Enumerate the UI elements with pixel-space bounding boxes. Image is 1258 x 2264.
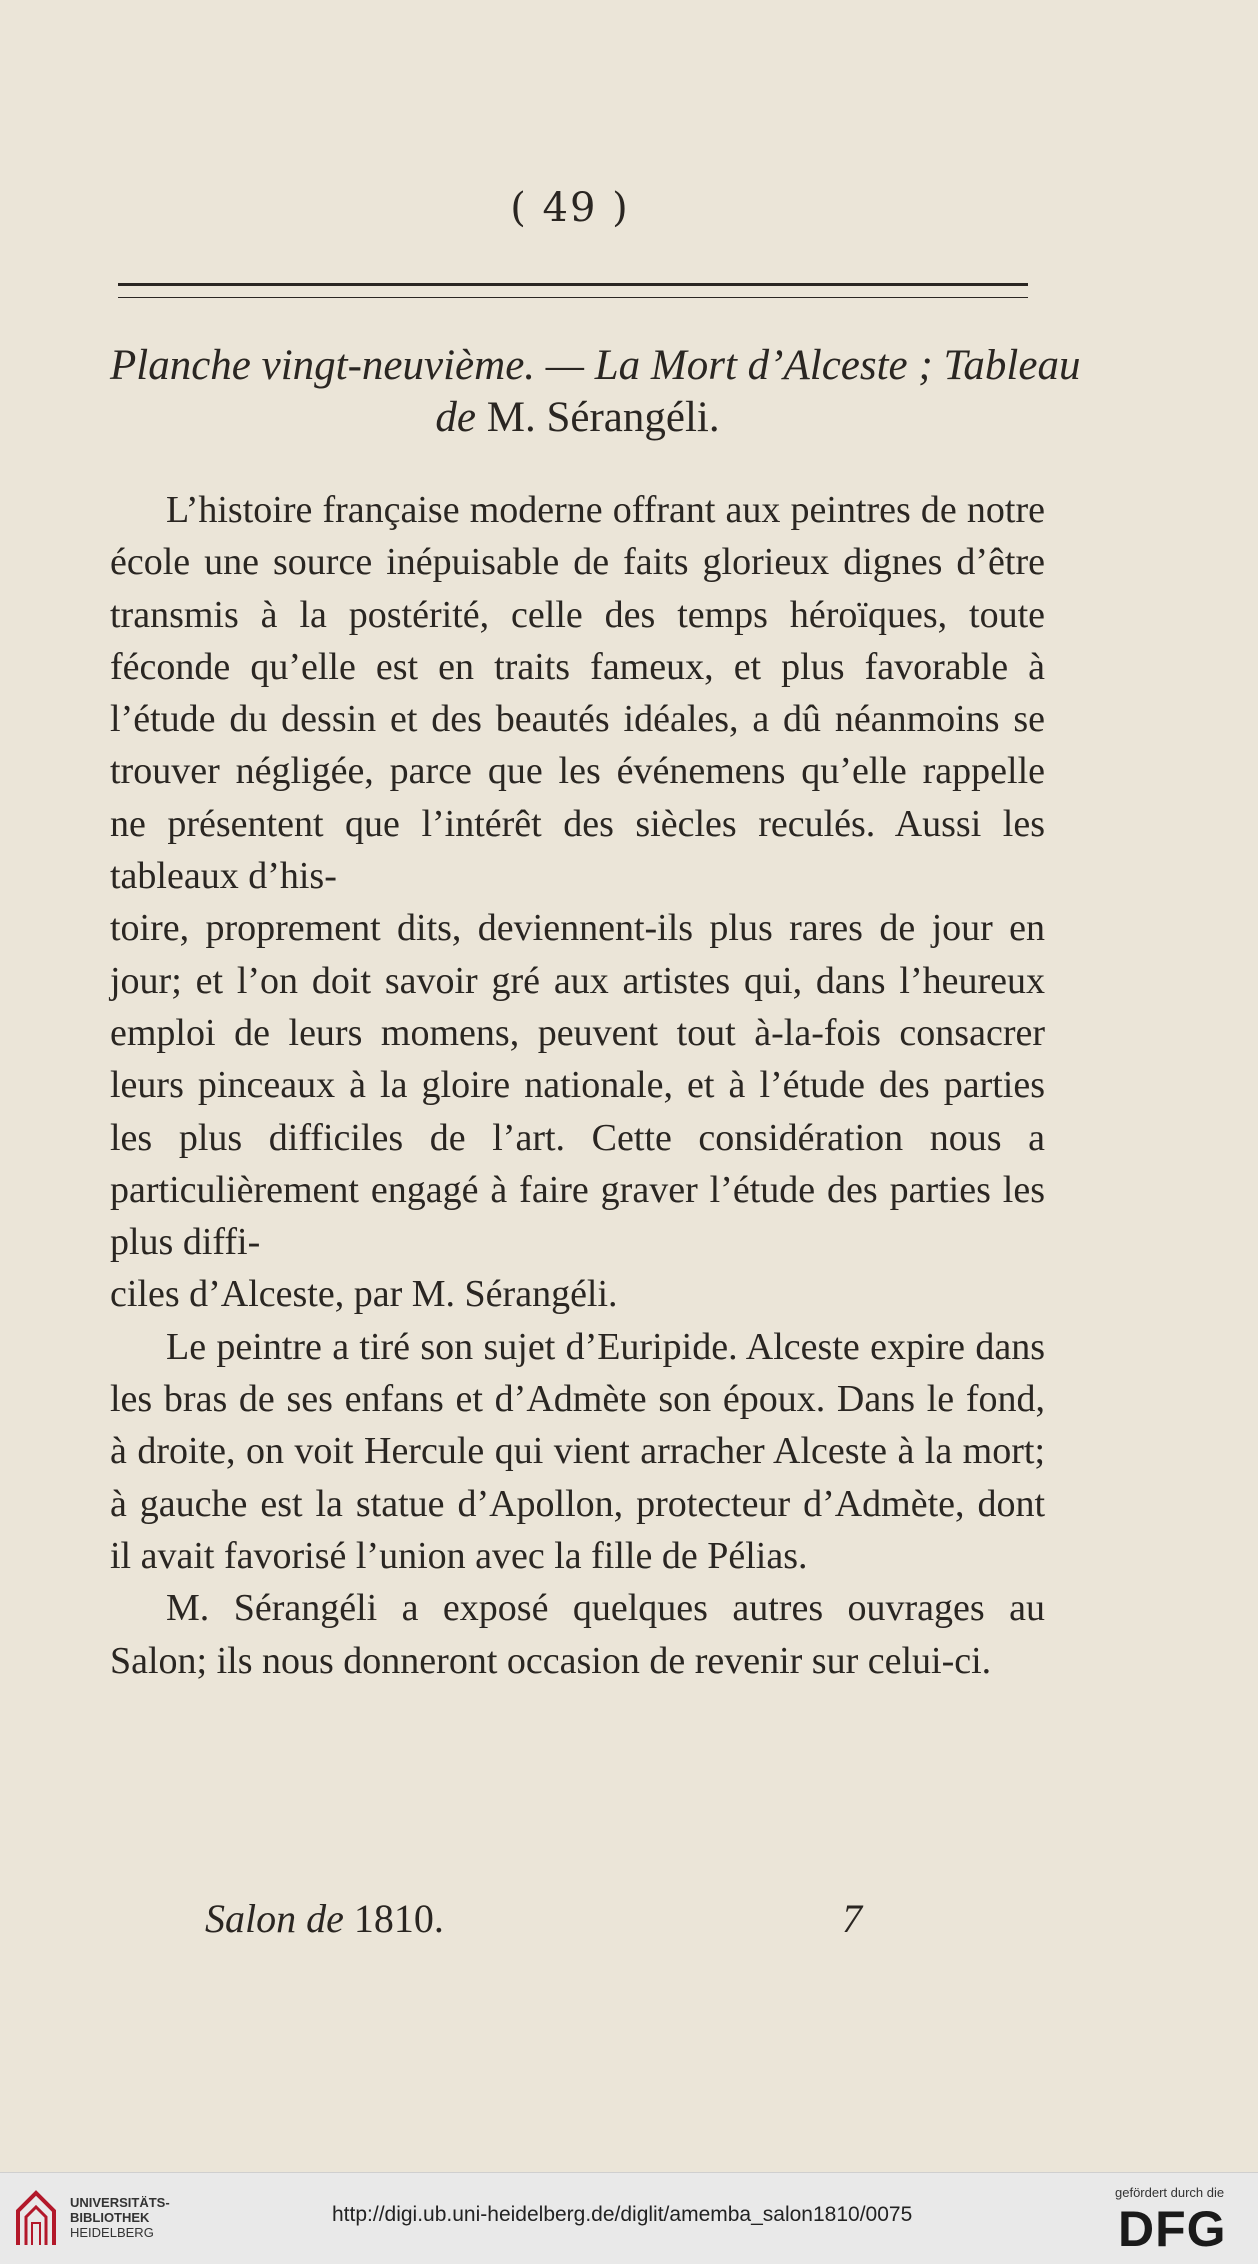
text-line: expire dans les bras de ses enfans et d’Admète son (110, 1325, 1045, 1421)
page-number: ( 49 ) (510, 185, 630, 231)
text-line: Salon; ils nous donneront occasion de revenir sur (110, 1639, 859, 1682)
text-line: statue d’Apollon, protecteur d’Admète, dont il avait (110, 1482, 1046, 1577)
text-line: dignes d’être transmis à la postérité, celle des temps (110, 541, 1045, 636)
heading-prefix: de (435, 394, 476, 441)
header-rule-thick (118, 283, 1028, 286)
paragraph (110, 484, 1045, 1321)
text-line: engagé à faire graver l’étude des parties les plus diffi- (110, 1168, 1045, 1264)
library-name[interactable]: UNIVERSITÄTS- BIBLIOTHEK HEIDELBERG (70, 2195, 170, 2240)
text-line: tout à-la-fois consacrer leurs pinceaux à la gloire (110, 1011, 1045, 1107)
heading-line-2 (110, 392, 1045, 444)
text-line: vient arracher Alceste à la mort; à gauche est la (110, 1430, 1046, 1525)
text-line: celui-ci. (867, 1639, 992, 1682)
text-line: et plus favorable à l’étude du dessin et des beautés (110, 645, 1045, 741)
heading-line-1: Planche vingt-neuvième. — La Mort d’Alceste ; Tableau (110, 342, 1081, 389)
text-line: M. Sérangéli a exposé quelques autres ouvrages au (166, 1587, 1045, 1630)
text-line: l’intérêt des siècles reculés. Aussi les tableaux d’his- (110, 802, 1046, 898)
funded-by-label: gefördert durch die (1115, 2185, 1225, 2200)
paragraph (110, 1321, 1045, 1582)
text-line: nationale, et à l’étude des parties les plus difficiles (110, 1064, 1046, 1159)
text-line: ciles d’Alceste, par M. Sérangéli. (110, 1273, 618, 1316)
text-line: jour en jour; et l’on doit savoir gré aux artistes qui, (110, 907, 1046, 1002)
text-line: dans l’heureux emploi de leurs momens, peuvent (110, 959, 1046, 1054)
heading-artist: M. Sérangéli. (486, 394, 720, 441)
text-line: toire, proprement dits, deviennent-ils plus rares de (110, 907, 916, 950)
text-line: notre école une source inépuisable de faits glorieux (110, 489, 1045, 584)
text-line: favorisé l’union avec la fille de Pélias. (223, 1534, 808, 1577)
paragraph (110, 1582, 1045, 1687)
signature-title: Salon de (205, 1896, 344, 1941)
plate-heading (110, 340, 1081, 444)
gathering-mark: 7 (842, 1896, 862, 1941)
signature-mark (205, 1895, 444, 1942)
text-line: Le peintre a tiré son sujet d’Euripide. Alceste (166, 1325, 860, 1368)
permalink-url[interactable]: http://digi.ub.uni-heidelberg.de/diglit/amemba_salon1810/0075 (332, 2203, 913, 2226)
text-line: de l’art. Cette considération nous a particulièrement (110, 1116, 1046, 1211)
text-line: que les événemens qu’elle rappelle ne présentent que (110, 750, 1046, 845)
text-line: époux. Dans le fond, à droite, on voit Hercule qui (110, 1378, 1046, 1473)
university-library-logo[interactable] (12, 2187, 60, 2249)
text-line: héroïques, toute féconde qu’elle est en traits fameux, (110, 593, 1046, 688)
body-text (110, 484, 1045, 1687)
text-line: idéales, a dû néanmoins se trouver négligée, parce (110, 698, 1046, 793)
dfg-logo[interactable]: DFG (1118, 2201, 1227, 2257)
viewer-footer-bar (0, 2172, 1258, 2264)
text-line: L’histoire française moderne offrant aux peintres de (166, 489, 957, 531)
signature-year: 1810. (353, 1896, 444, 1941)
header-rule-thin (118, 297, 1028, 298)
